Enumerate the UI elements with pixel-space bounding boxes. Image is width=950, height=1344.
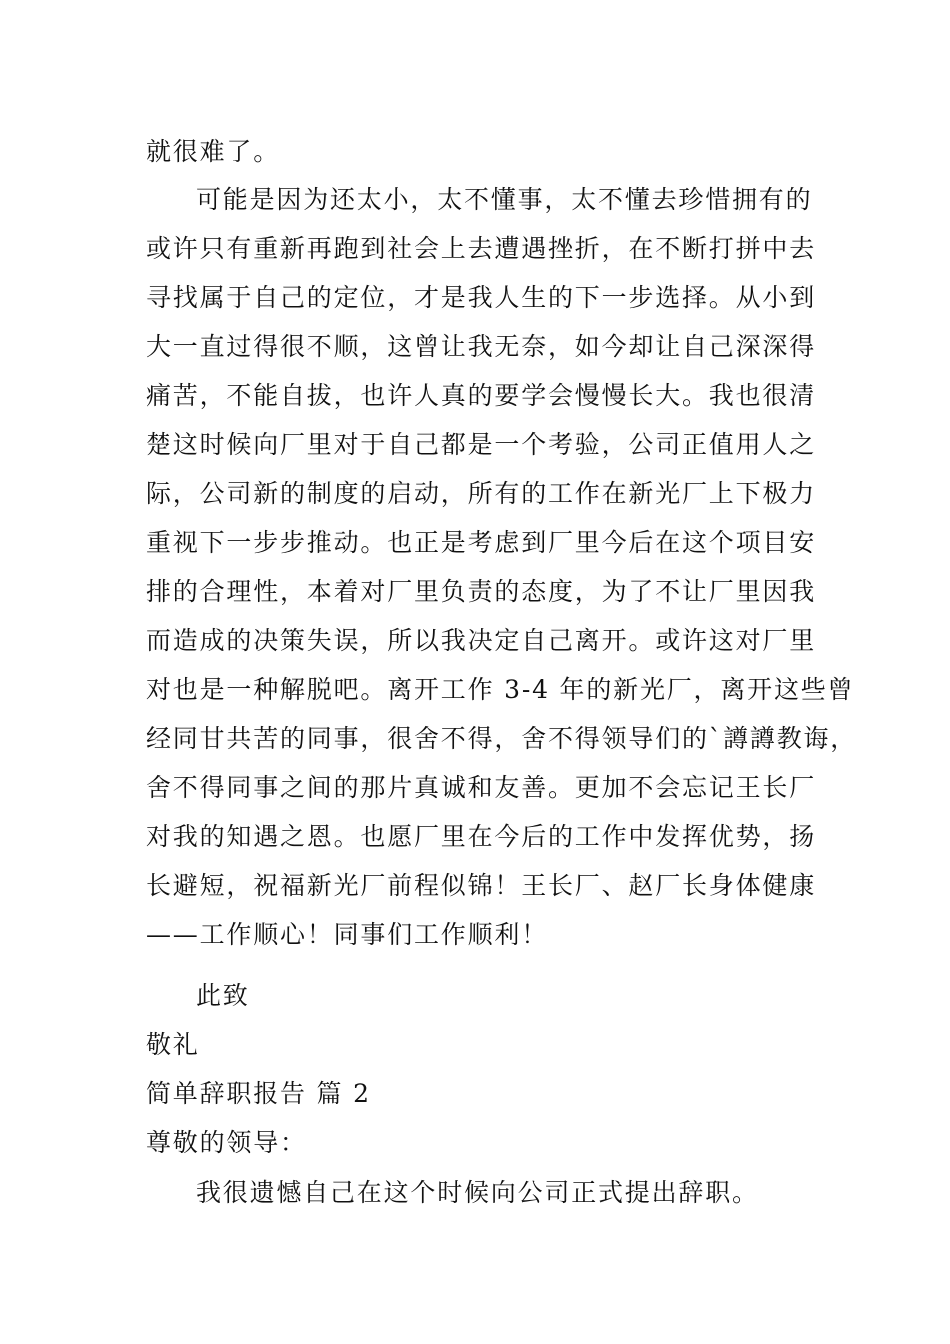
- paragraph-line: 或许只有重新再跑到社会上去遭遇挫折，在不断打拼中去: [146, 234, 817, 263]
- greeting-text: 尊敬的领导：: [146, 1128, 307, 1157]
- paragraph-line: 可能是因为还太小，太不懂事，太不懂去珍惜拥有的: [196, 185, 813, 214]
- paragraph-line: 舍不得同事之间的那片真诚和友善。更加不会忘记王长厂: [146, 773, 817, 802]
- paragraph-line: 大一直过得很不顺，这曾让我无奈，如今却让自己深深得: [146, 332, 817, 361]
- paragraph-line: 经同甘共苦的同事，很舍不得，舍不得领导们的`譐譐教诲，: [146, 724, 858, 753]
- paragraph-line: 对也是一种解脱吧。离开工作 3-4 年的新光厂，离开这些曾: [146, 675, 855, 704]
- section-title: 简单辞职报告 篇 2: [146, 1079, 371, 1108]
- paragraph-line: 我很遗憾自己在这个时候向公司正式提出辞职。: [196, 1178, 759, 1207]
- closing-text: 此致: [196, 981, 250, 1010]
- paragraph-line: 寻找属于自己的定位，才是我人生的下一步选择。从小到: [146, 283, 817, 312]
- paragraph-line: 而造成的决策失误，所以我决定自己离开。或许这对厂里: [146, 626, 817, 655]
- salute-text: 敬礼: [146, 1030, 200, 1059]
- paragraph-line: 楚这时候向厂里对于自己都是一个考验，公司正值用人之: [146, 430, 817, 459]
- paragraph-line: 际，公司新的制度的启动，所有的工作在新光厂上下极力: [146, 479, 817, 508]
- text-line: 就很难了。: [146, 137, 281, 166]
- paragraph-line: 长避短，祝福新光厂前程似锦！王长厂、赵厂长身体健康: [146, 871, 817, 900]
- paragraph-line: 排的合理性，本着对厂里负责的态度，为了不让厂里因我: [146, 577, 817, 606]
- paragraph-line: 重视下一步步推动。也正是考虑到厂里今后在这个项目安: [146, 528, 817, 557]
- paragraph-line: 痛苦，不能自拔，也许人真的要学会慢慢长大。我也很清: [146, 381, 817, 410]
- paragraph-line: 对我的知遇之恩。也愿厂里在今后的工作中发挥优势，扬: [146, 822, 817, 851]
- paragraph-line: ——工作顺心！同事们工作顺利！: [146, 920, 549, 949]
